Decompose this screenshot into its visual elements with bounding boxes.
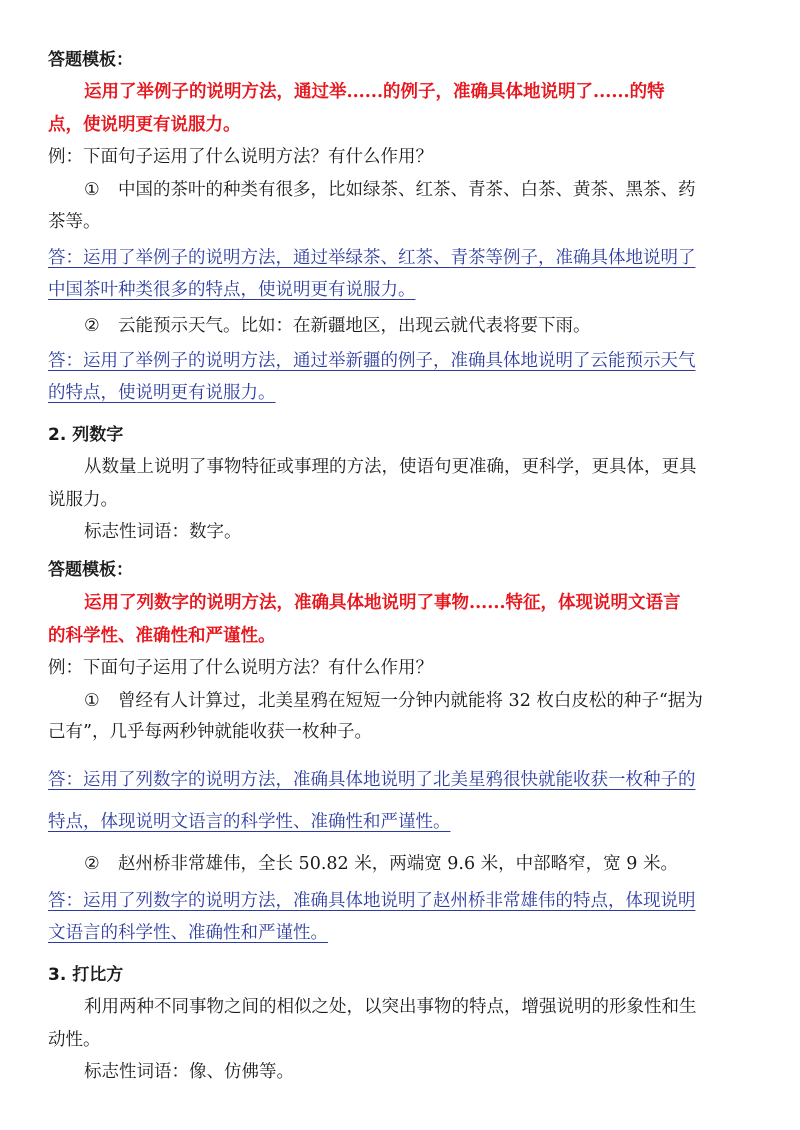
example-item (84, 314, 760, 338)
section-description: 说服力。 (48, 490, 118, 510)
example-item (84, 178, 760, 202)
answer-text: 特点，体现说明文语言的科学性、准确性和严谨性。 (48, 812, 451, 832)
section-title: 2. 列数字 (48, 425, 124, 445)
example-prompt: 例：下面句子运用了什么说明方法？有什么作用？ (48, 147, 433, 167)
template-heading: 答题模板： (48, 560, 133, 580)
item-number: ② (84, 854, 100, 874)
template-text: 运用了列数字的说明方法，准确具体地说明了事物......特征，体现说明文语言 (84, 593, 681, 613)
template-text: 的科学性、准确性和严谨性。 (48, 626, 276, 646)
item-text: 赵州桥非常雄伟，全长 50.82 米，两端宽 9.6 米，中部略窄，宽 9 米。 (118, 854, 678, 874)
item-text: 曾经有人计算过，北美星鸦在短短一分钟内就能将 32 枚白皮松的种子“据为 (118, 691, 703, 711)
section-description: 利用两种不同事物之间的相似之处，以突出事物的特点，增强说明的形象性和生 (84, 997, 697, 1017)
answer-text: 答：运用了列数字的说明方法，准确具体地说明了北美星鸦很快就能收获一枚种子的 (48, 770, 696, 790)
example-item (84, 689, 760, 713)
template-text: 运用了举例子的说明方法，通过举......的例子，准确具体地说明了......的特 (84, 82, 665, 102)
answer-text: 答：运用了举例子的说明方法，通过举绿茶、红茶、青茶等例子，准确具体地说明了 (48, 248, 696, 268)
answer-text: 的特点，使说明更有说服力。 (48, 383, 276, 403)
answer-text: 文语言的科学性、准确性和严谨性。 (48, 923, 328, 943)
item-text: 云能预示天气。比如：在新疆地区，出现云就代表将要下雨。 (118, 316, 591, 336)
item-number: ① (84, 691, 100, 711)
template-text: 点，使说明更有说服力。 (48, 115, 241, 135)
answer-text: 中国茶叶种类很多的特点，使说明更有说服力。 (48, 280, 416, 300)
keywords: 标志性词语：数字。 (84, 522, 242, 542)
example-item-cont: 茶等。 (48, 212, 101, 232)
item-number: ① (84, 180, 100, 200)
keywords: 标志性词语：像、仿佛等。 (84, 1062, 294, 1082)
template-heading: 答题模板： (48, 50, 133, 70)
section-description: 动性。 (48, 1030, 101, 1050)
example-item (84, 852, 760, 876)
item-text: 中国的茶叶的种类有很多，比如绿茶、红茶、青茶、白茶、黄茶、黑茶、药 (118, 180, 696, 200)
answer-text: 答：运用了列数字的说明方法，准确具体地说明了赵州桥非常雄伟的特点，体现说明 (48, 891, 696, 911)
answer-text: 答：运用了举例子的说明方法，通过举新疆的例子，准确具体地说明了云能预示天气 (48, 351, 696, 371)
example-item-cont: 己有”，几乎每两秒钟就能收获一枚种子。 (48, 722, 372, 742)
item-number: ② (84, 316, 100, 336)
example-prompt: 例：下面句子运用了什么说明方法？有什么作用？ (48, 658, 433, 678)
section-title: 3. 打比方 (48, 965, 124, 985)
section-description: 从数量上说明了事物特征或事理的方法，使语句更准确，更科学，更具体，更具 (84, 457, 697, 477)
